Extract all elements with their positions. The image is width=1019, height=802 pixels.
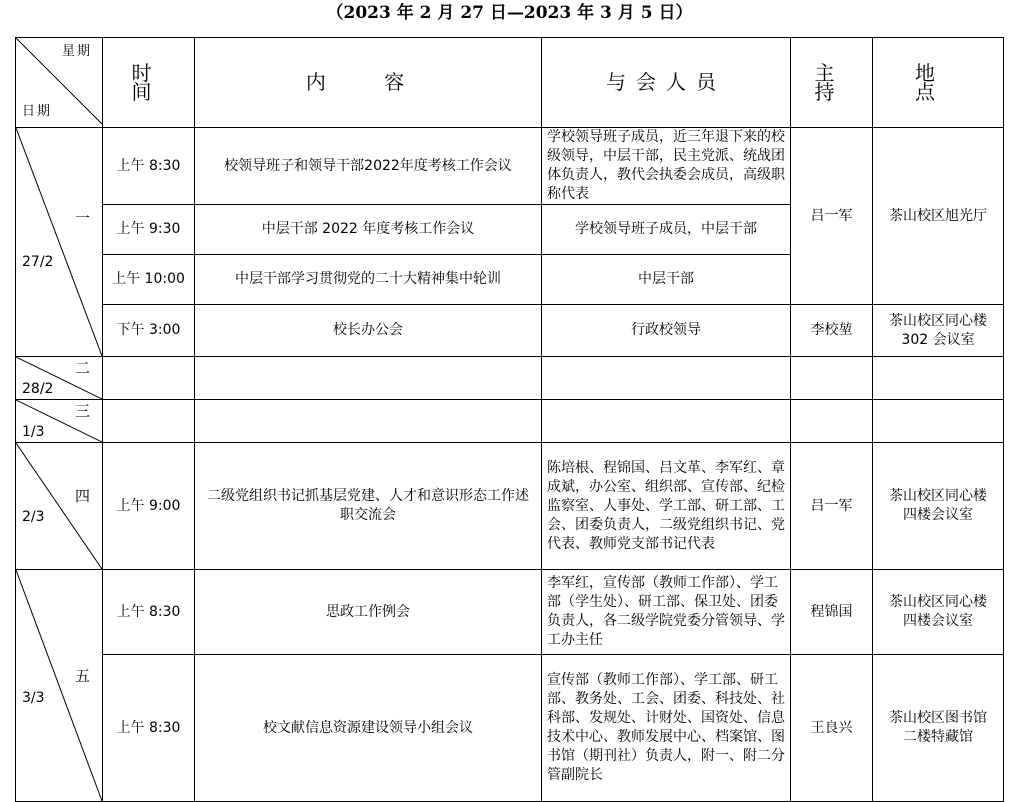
weekly-schedule-table — [15, 37, 1004, 802]
time-cell: 上午 8:30 — [103, 570, 195, 655]
host-cell — [791, 400, 873, 443]
date-label: 2/3 — [22, 509, 45, 525]
time-cell: 下午 3:00 — [103, 305, 195, 357]
host-cell: 吕一军 — [791, 443, 873, 570]
date-label: 28/2 — [22, 381, 54, 397]
date-label: 3/3 — [22, 690, 45, 706]
time-cell: 上午 9:00 — [103, 443, 195, 570]
location-cell: 茶山校区同心楼 302 会议室 — [873, 305, 1004, 357]
content-cell: 二级党组织书记抓基层党建、人才和意识形态工作述职交流会 — [195, 443, 542, 570]
content-cell — [195, 400, 542, 443]
attendees-cell: 行政校领导 — [542, 305, 791, 357]
location-cell: 茶山校区同心楼四楼会议室 — [873, 570, 1004, 655]
host-cell — [791, 357, 873, 400]
weekday-label: 四 — [74, 487, 90, 505]
date-label: 27/2 — [22, 254, 54, 270]
host-cell: 程锦国 — [791, 570, 873, 655]
header-row — [16, 38, 1004, 128]
diagonal-line — [16, 570, 102, 801]
location-cell: 茶山校区旭光厅 — [873, 128, 1004, 305]
host-header: 主 持 — [791, 38, 873, 128]
attendees-cell: 学校领导班子成员，近三年退下来的校级领导，中层干部，民主党派、统战团体负责人，教代会执委会成员，高级职称代表 — [542, 128, 791, 205]
content-cell — [195, 357, 542, 400]
attendees-header: 与会人员 — [542, 38, 791, 128]
attendees-cell — [542, 357, 791, 400]
table-row — [16, 570, 1004, 655]
attendees-cell: 宣传部（教师工作部）、学工部、研工部、教务处、工会、团委、科技处、社科部、发规处、计财处、国资处、信息技术中心、教师发展中心、档案馆、图书馆（期刊社）负责人，附一、附二分管副院长 — [542, 655, 791, 802]
content-cell: 校长办公会 — [195, 305, 542, 357]
day-cell-wednesday — [16, 400, 103, 443]
day-cell-tuesday — [16, 357, 103, 400]
weekday-label: 二 — [74, 359, 90, 377]
time-header: 时 间 — [103, 38, 195, 128]
host-cell: 李校堃 — [791, 305, 873, 357]
table-row — [16, 655, 1004, 802]
location-header: 地 点 — [873, 38, 1004, 128]
attendees-cell: 陈培根、程锦国、吕文革、李军红、章成斌，办公室、组织部、宣传部、纪检监察室、人事处、学工部、研工部、工会、团委负责人，二级党组织书记、党代表、教师党支部书记代表 — [542, 443, 791, 570]
location-cell — [873, 357, 1004, 400]
table-row — [16, 443, 1004, 570]
attendees-cell: 中层干部 — [542, 255, 791, 305]
attendees-cell — [542, 400, 791, 443]
table-row — [16, 357, 1004, 400]
time-cell: 上午 9:30 — [103, 205, 195, 255]
date-label: 1/3 — [22, 424, 45, 440]
time-cell: 上午 10:00 — [103, 255, 195, 305]
weekday-label: 一 — [74, 209, 90, 227]
day-cell-thursday — [16, 443, 103, 570]
host-cell: 王良兴 — [791, 655, 873, 802]
schedule-title: （2023 年 2 月 27 日—2023 年 3 月 5 日） — [326, 3, 693, 23]
content-cell: 中层干部学习贯彻党的二十大精神集中轮训 — [195, 255, 542, 305]
content-cell: 校领导班子和领导干部2022年度考核工作会议 — [195, 128, 542, 205]
time-cell — [103, 400, 195, 443]
weekday-date-header — [16, 38, 103, 128]
content-cell: 思政工作例会 — [195, 570, 542, 655]
weekday-label: 三 — [74, 402, 90, 420]
weekday-header: 星期 — [61, 44, 92, 59]
diagonal-line — [16, 443, 102, 569]
content-header: 内 容 — [195, 38, 542, 128]
day-cell-friday — [16, 570, 103, 802]
location-cell — [873, 400, 1004, 443]
attendees-cell: 李军红，宣传部（教师工作部）、学工部（学生处）、研工部、保卫处、团委负责人，各二级学院党委分管领导、学工办主任 — [542, 570, 791, 655]
weekday-label: 五 — [74, 667, 90, 685]
diagonal-line — [16, 128, 102, 356]
date-header: 日期 — [22, 104, 53, 119]
location-cell: 茶山校区同心楼四楼会议室 — [873, 443, 1004, 570]
day-cell-monday — [16, 128, 103, 357]
time-cell — [103, 357, 195, 400]
time-cell: 上午 8:30 — [103, 128, 195, 205]
time-cell: 上午 8:30 — [103, 655, 195, 802]
content-cell: 校文献信息资源建设领导小组会议 — [195, 655, 542, 802]
table-row — [16, 400, 1004, 443]
attendees-cell: 学校领导班子成员，中层干部 — [542, 205, 791, 255]
content-cell: 中层干部 2022 年度考核工作会议 — [195, 205, 542, 255]
table-row — [16, 128, 1004, 205]
location-cell: 茶山校区图书馆二楼特藏馆 — [873, 655, 1004, 802]
host-cell: 吕一军 — [791, 128, 873, 305]
table-row — [16, 305, 1004, 357]
